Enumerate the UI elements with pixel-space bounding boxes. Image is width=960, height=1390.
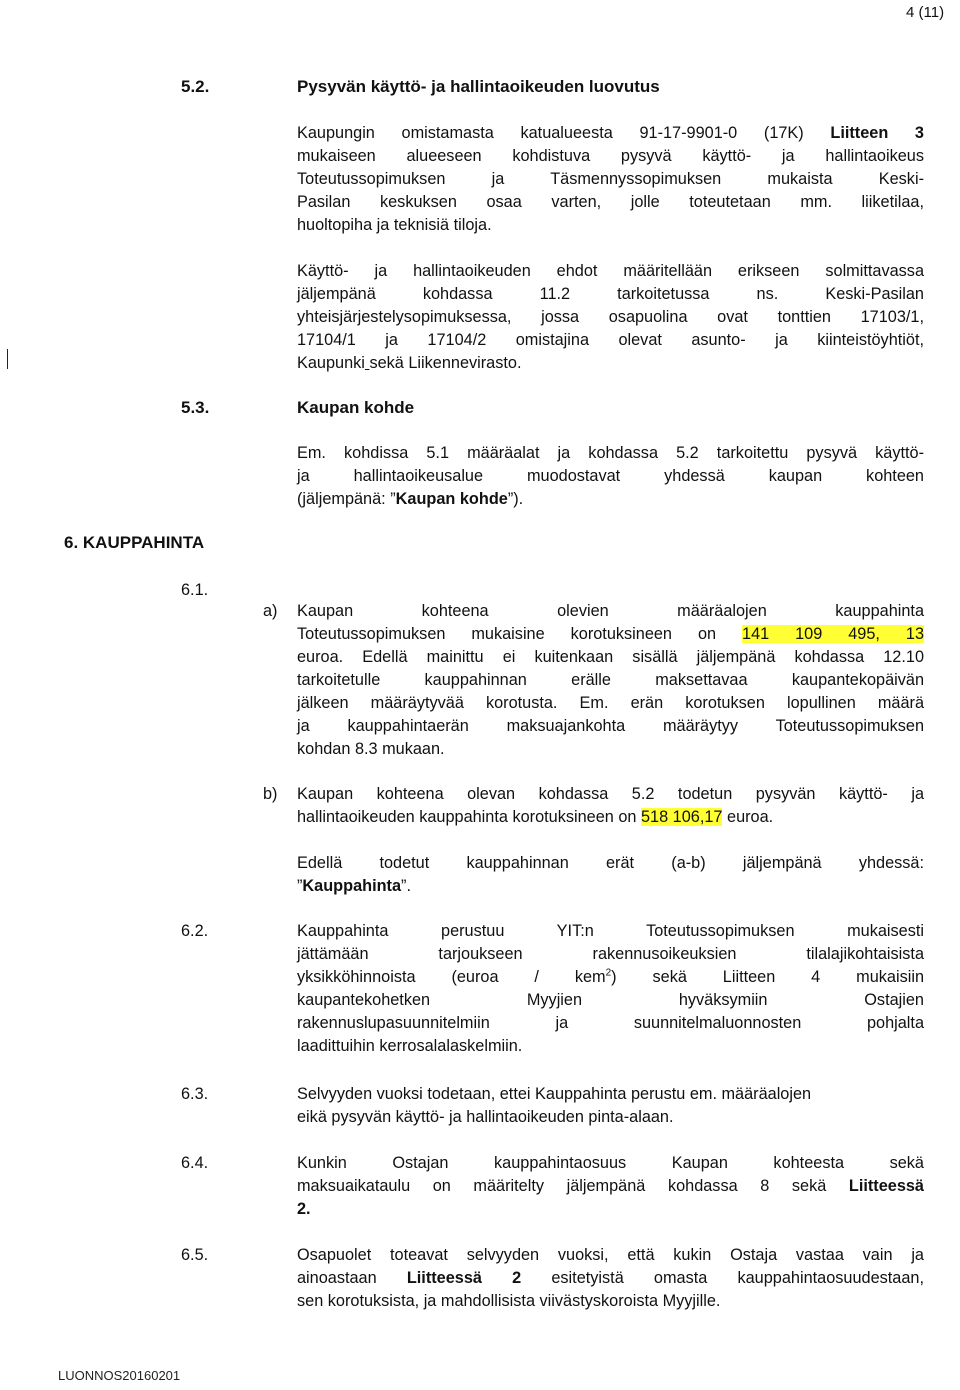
footer-code: LUONNOS20160201 [58,1368,181,1383]
section-5-2-paragraph-1: Kaupungin omistamasta katualueesta 91-17-9901-0 (17K) Liitteen 3 mukaiseen alueeseen kohdistuva pysyvä käyttö- ja hallintaoikeus Toteutussopimuksen ja Täsmennyssopimuksen mukaista Keski- Pasilan keskuksen osaa varten, jolle toteutetaan mm. liiketilaa, huoltopiha ja teknisiä tiloja. [297,124,924,234]
item-a-paragraph: Kaupan kohteena olevien määräalojen kauppahinta Toteutussopimuksen mukaisine korotuksineen on 141 109 495, 13 euroa. Edellä mainittu ei kuitenkaan sisällä jäljempänä kohdassa 12.10 tarkoitetulle kauppahinnan erälle maksettavaa kaupantekopäivän jälkeen määräytyvää korotusta. Em. erän korotuksen lopullinen määrä ja kauppahintaerän maksuajankohta määräytyy Toteutussopimuksen kohdan 8.3 mukaan. [297,602,924,758]
page-number: 4 (11) [906,4,945,21]
revision-bar [7,349,8,369]
section-6-5-paragraph: Osapuolet toteavat selvyyden vuoksi, että kukin Ostaja vastaa vain ja ainoastaan Liitteessä 2 esitetyistä omasta kauppahintaosuudestaan, sen korotuksista, ja mahdollisista viivästyskoroista Myyjille. [297,1246,924,1310]
section-6-2-number: 6.2. [181,922,209,940]
item-a-label: a) [263,602,278,620]
section-6-5-number: 6.5. [181,1246,209,1264]
section-6-2-paragraph: Kauppahinta perustuu YIT:n Toteutussopimuksen mukaisesti jättämään tarjoukseen rakennusoikeuksien tilalajikohtaisista yksikköhinnoista (euroa / kem$^2$) sekä Liitteen 4 mukaisiin kaupantekohetken Myyjien hyväksymiin Ostajien rakennuslupasuunnitelmiin ja suunnitelmaluonnosten pohjalta laadittuihin kerrosalalaskelmiin. [297,922,925,1055]
section-5-2-title: Pysyvän käyttö- ja hallintaoikeuden luovutus [297,77,660,96]
section-5-2-number: 5.2. [181,77,210,96]
section-6-3-paragraph: Selvyyden vuoksi todetaan, ettei Kauppahinta perustu em. määräalojen eikä pysyvän käyttö- ja hallintaoikeuden pinta-alaan. [297,1085,812,1126]
summary-paragraph: Edellä todetut kauppahinnan erät (a-b) jäljempänä yhdessä: ”Kauppahinta”. [297,854,924,895]
section-5-3-paragraph: Em. kohdissa 5.1 määräalat ja kohdassa 5.2 tarkoitettu pysyvä käyttö- ja hallintaoikeusalue muodostavat yhdessä kaupan kohteen (jäljempänä: ”Kaupan kohde”). [297,444,924,508]
item-b-label: b) [263,785,278,803]
section-5-2-paragraph-2: Käyttö- ja hallintaoikeuden ehdot määritellään erikseen solmittavassa jäljempänä kohdassa 11.2 tarkoitetussa ns. Keski-Pasilan yhteisjärjestelysopimuksessa, jossa osapuolina ovat tonttien 17103/1, 17104/1 ja 17104/2 omistajina olevat asunto- ja kiinteistöyhtiöt, Kaupunki sekä Liikennevirasto. [297,262,924,372]
price-b-highlight: 518 106,17 [640,808,723,826]
item-b-paragraph: Kaupan kohteena olevan kohdassa 5.2 todetun pysyvän käyttö- ja hallintaoikeuden kauppahinta korotuksineen on 518 106,17 euroa. [297,785,924,826]
section-6-title: 6. KAUPPAHINTA [64,533,205,552]
section-5-3-number: 5.3. [181,398,210,417]
section-6-1-number: 6.1. [181,581,209,599]
section-6-4-paragraph: Kunkin Ostajan kauppahintaosuus Kaupan kohteesta sekä maksuaikataulu on määritelty jäljempänä kohdassa 8 sekä Liitteessä 2. [297,1154,924,1218]
section-6-3-number: 6.3. [181,1085,209,1103]
section-5-3-title: Kaupan kohde [297,398,415,417]
price-a-highlight: 141 109 495, 13 [742,625,924,643]
section-6-4-number: 6.4. [181,1154,209,1172]
